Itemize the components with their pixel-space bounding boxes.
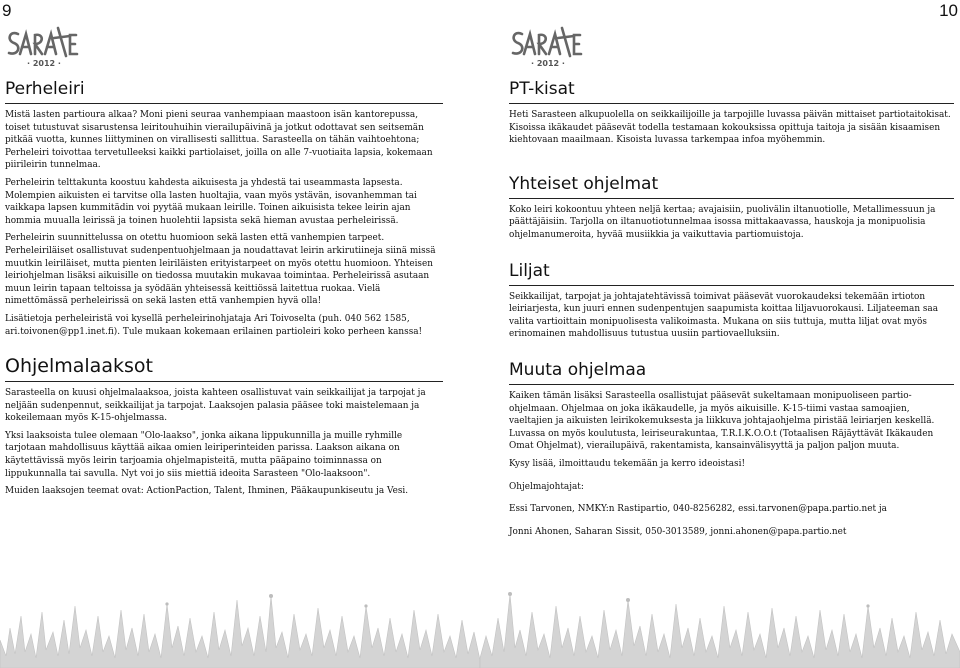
paragraph: Kaiken tämän lisäksi Sarasteella osallistujat pääsevät sukeltamaan monipuoliseen partio-ohjelmaan. Ohjelmaa on joka ikäkaudelle, ja myös aikuisille. K-15-tiimi vastaa samoajien, vaeltajien ja aikuisten leirikokemuksesta ja liikkuva johtajaohjelma piristää leiriarjen keskellä. Luvassa on myös koulutusta, leiriseurakuntaa, T.R.I.K.O.O.t (Totaalisen Räjäyttävät Ikäkauden Omat Ohjelmat), vierailupäivä, rakentamista, kansainvälisyyttä ja paljon paljon muuta. — [509, 390, 935, 452]
saraste-logo — [4, 18, 84, 70]
paragraph: Mistä lasten partioura alkaa? Moni pieni seuraa vanhempiaan maastoon isän kantorepussa, toiset tutustuvat sisarustensa leiritouhuihin vierailupäivinä ja jotkut odottavat sen seitsemän pitkää vuotta, kunnes liittyminen on virallisesti sallittua. Sarasteella on tähän vaihtoehtona; Perheleiri toivottaa tervetulleeksi kaikki partiolaiset, joilla on alle 7-vuotiaita lapsia, kokemaan piirileirin tunnelmaa. — [5, 110, 433, 171]
heading-rule — [509, 103, 954, 104]
page-number-right: 10 — [939, 1, 958, 20]
section-heading-yhteiset-ohjelmat: Yhteiset ohjelmat — [509, 173, 659, 194]
section-heading-liljat: Liljat — [509, 260, 550, 281]
paragraph: Kysy lisää, ilmoittaudu tekemään ja kerro ideoistasi! — [509, 458, 746, 469]
section-heading-muuta-ohjelmaa: Muuta ohjelmaa — [509, 359, 647, 380]
svg-text:· 2012 ·: · 2012 · — [531, 59, 565, 68]
heading-rule — [5, 103, 443, 104]
contact-block — [509, 458, 954, 538]
contact-line: Jonni Ahonen, Saharan Sissit, 050-3013589, jonni.ahonen@papa.partio.net — [509, 526, 847, 537]
paragraph: Sarasteella on kuusi ohjelmalaaksoa, joista kahteen osallistuvat vain seikkailijat ja tarpojat ja neljään sudenpennut, seikkailijat ja tarpojat. Laaksojen palasia pääsee toki maistelemaan ja kokeilemaan myös K-15-ohjelmassa. — [5, 388, 426, 424]
contact-line: Essi Tarvonen, NMKY:n Rastipartio, 040-8256282, essi.tarvonen@papa.partio.net ja — [509, 504, 887, 515]
paragraph: Koko leiri kokoontuu yhteen neljä kertaa; avajaisiin, puolivälin iltanuotiolle, Metallimessuun ja päättäjäisiin. Tarjolla on iltanuotiotunnelmaa isossa mittakaavassa, hauskoja ja monipuolisia ohjelmanumeroita, hyvää musiikkia ja vaikuttavia partiomuistoja. — [509, 204, 936, 240]
saraste-logo — [508, 18, 588, 70]
paragraph: Yksi laaksoista tulee olemaan "Olo-laakso", jonka aikana lippukunnilla ja muille ryhmille tarjotaan mahdollisuus käyttää aikaa omien leiriperinteiden parissa. Laakson aikana on käytettävissä myös leirin tarjoamia ohjelmapisteitä, mutta pääpaino toiminnassa on lippukunnalla tai savulla. Nyt voi jo siis miettiä ideoita Sarasteen "Olo-laaksoon". — [5, 430, 403, 479]
grass-decoration — [0, 576, 960, 668]
left-column — [5, 78, 443, 503]
paragraph: Muiden laaksojen teemat ovat: ActionPaction, Talent, Ihminen, Pääkaupunkiseutu ja Vesi. — [5, 486, 409, 497]
svg-text:· 2012 ·: · 2012 · — [27, 59, 61, 68]
heading-rule — [509, 384, 954, 385]
right-page — [480, 0, 960, 668]
paragraph: Perheleirin suunnittelussa on otettu huomioon sekä lasten että vanhempien tarpeet. Perheleiriläiset osallistuvat sudenpentuohjelmaan ja noudattavat leirin arkirutiineja siinä missä muutkin leiriläiset, mutta pienten leiriläisten erityistarpeet on myös otettu huomioon. Yhteisen leiriohjelman lisäksi aikuisille on tiedossa muutakin mukavaa toimintaa. Perheleirissä asutaan muun leirin tapaan teltoissa ja syödään yhteisessä keittiössä laitettua ruokaa. Vielä nimettömässä perheleirissä on sekä lasten että vanhempien hyvä olla! — [5, 233, 436, 307]
heading-rule — [5, 381, 443, 382]
section-heading-ohjelmalaaksot: Ohjelmalaaksot — [5, 355, 153, 378]
paragraph: Perheleirin telttakunta koostuu kahdesta aikuisesta ja yhdestä tai useammasta lapsesta. Molempien aikuisten ei tarvitse olla lasten huoltajia, vaan myös ystävän, isovanhemman tai vaikkapa lapsen kummitädin voi pyytää mukaan leirille. Toinen aikuisista tekee leirin ajan hommia muualla leirissä ja toinen huolehtii lapsista sekä hieman avustaa perheleirissä. — [5, 177, 417, 226]
section-heading-ptkisat: PT-kisat — [509, 79, 575, 99]
paragraph: Ohjelmajohtajat: — [509, 481, 584, 492]
heading-rule — [509, 285, 954, 286]
right-column — [509, 78, 954, 548]
paragraph: Lisätietoja perheleiristä voi kysellä perheleirinohjataja Ari Toivoselta (puh. 040 562 1585, ari.toivonen@pp1.inet.fi). Tule mukaan kokemaan erilainen partioleiri koko perheen kanssa! — [5, 313, 423, 337]
heading-rule — [509, 198, 954, 199]
paragraph: Seikkailijat, tarpojat ja johtajatehtävissä toimivat pääsevät vuorokaudeksi tekemään irtioton leiriarjesta, kun juuri ennen sudenpentujen saapumista koittaa liljavuorokausi. Liljateeman saa valita vartioittain monipuolisesta valikoimasta. Mukana on siis tuttuja, mutta liljat ovat myös erinomainen mahdollisuus tutustua uusiin partiovaelluksiin. — [509, 291, 939, 340]
paragraph: Heti Sarasteen alkupuolella on seikkailijoille ja tarpojille luvassa päivän mittaiset partiotaitokisat. Kisoissa ikäkaudet pääsevät todella testamaan kokouksissa opittuja taitoja ja sisään kisaamisen kiehtovaan maailmaan. Kisoista luvassa tarkempaa infoa myöhemmin. — [509, 110, 951, 146]
section-heading-perheleiri: Perheleiri — [5, 79, 85, 99]
page-number-left: 9 — [2, 1, 12, 20]
